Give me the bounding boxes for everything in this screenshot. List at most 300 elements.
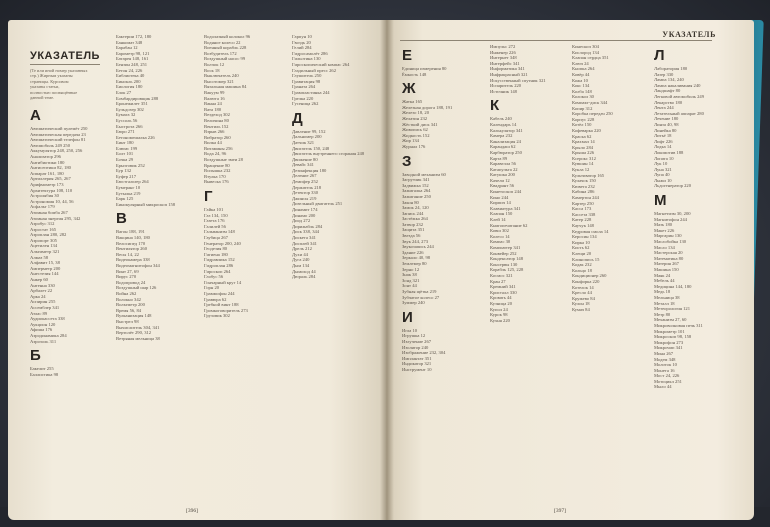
index-entry: Мастерская 20 bbox=[654, 250, 683, 256]
index-entry: Видеокамера 338 bbox=[116, 257, 150, 263]
index-entry: Дезинфекция 180 bbox=[292, 167, 327, 173]
index-entry: Барабан 12 bbox=[116, 45, 138, 51]
index-entry: Компакт-диск 344 bbox=[572, 99, 608, 105]
index-section-letter: Л bbox=[654, 47, 665, 64]
index-entry: Джинсы 219 bbox=[292, 195, 317, 201]
index-entry: Крыло 284 bbox=[572, 144, 594, 150]
index-entry: Инструмент 10 bbox=[402, 366, 432, 372]
index-entry: Граммофон 244 bbox=[204, 290, 235, 296]
index-entry: Закон 80 bbox=[402, 199, 419, 205]
index-entry: Аккумулятор 248, 250, 256 bbox=[30, 148, 83, 154]
index-entry: Громкоговоритель 273 bbox=[204, 307, 248, 313]
index-entry: Автоматический телефон 81 bbox=[30, 137, 86, 143]
index-entry: Канализация 24 bbox=[490, 138, 521, 144]
index-entry: Карандаш 62 bbox=[490, 144, 516, 150]
index-entry: Кирпич 14 bbox=[490, 200, 511, 206]
index-entry: Мыло 44 bbox=[654, 384, 672, 390]
index-entry: Камера 232 bbox=[490, 133, 513, 139]
index-entry: Дым 134 bbox=[292, 262, 310, 268]
index-entry: Бульдозер 302 bbox=[116, 106, 144, 112]
index-entry: Интерфейс 341 bbox=[490, 60, 520, 66]
index-entry: Кружево 84 bbox=[572, 295, 595, 301]
index-entry: Бинокль 200 bbox=[116, 78, 141, 84]
intro-line: данной теме. bbox=[30, 95, 55, 101]
index-entry: Динамит 174 bbox=[292, 207, 318, 213]
index-entry: Конденсатор 148 bbox=[490, 256, 524, 262]
index-entry: Атомная бомба 267 bbox=[30, 209, 68, 215]
index-entry: Инфракрасный 321 bbox=[490, 71, 528, 77]
index-entry: Анализатор 296 bbox=[30, 153, 61, 159]
index-entry: Вездеход 302 bbox=[204, 112, 230, 118]
index-entry: Клинопись 15 bbox=[572, 256, 600, 262]
index-entry: Зуммер 240 bbox=[402, 300, 425, 306]
index-entry: Каучук 148 bbox=[572, 223, 594, 228]
page-number-right: [397] bbox=[554, 508, 566, 514]
index-entry: Бомбардировщик 288 bbox=[116, 95, 159, 101]
index-entry: Диск 338, 344 bbox=[292, 229, 320, 235]
index-entry: Заводной механизм 60 bbox=[402, 171, 446, 177]
index-entry: Лифт 226 bbox=[654, 138, 673, 144]
index-entry: Дискета 341 bbox=[292, 235, 316, 240]
index-entry: Лук 10 bbox=[654, 161, 668, 167]
index-entry: Камертон 244 bbox=[572, 195, 599, 201]
index-entry: Гусеница 262 bbox=[292, 101, 319, 107]
index-entry: Клапан сердца 351 bbox=[572, 55, 609, 61]
index-entry: Водолазный колокол 96 bbox=[204, 34, 251, 39]
index-entry: Лазер 330 bbox=[654, 71, 674, 77]
index-entry: Двигатель 150, 248 bbox=[292, 145, 330, 151]
index-entry: Кузница 20 bbox=[490, 300, 512, 306]
index-column bbox=[116, 34, 196, 341]
index-entry: Микрофон 273 bbox=[654, 339, 684, 345]
index-entry: Гальванизм 148 bbox=[204, 229, 235, 235]
index-entry: Жидкость 152 bbox=[402, 132, 430, 138]
index-entry: Информатика 341 bbox=[490, 66, 525, 72]
index-entry: Кинетоскоп 244 bbox=[490, 189, 522, 195]
index-entry: Кресло 44 bbox=[572, 290, 592, 296]
index-entry: Вычислитель 304, 341 bbox=[116, 324, 160, 330]
index-entry: Алмаз 58 bbox=[30, 254, 49, 260]
index-entry: Гироскопический компас 264 bbox=[292, 61, 350, 67]
index-entry: Магнетизм 30, 200 bbox=[654, 211, 691, 217]
index-entry: Ключ 24 bbox=[572, 60, 589, 66]
index-entry: Антибиотики 180 bbox=[30, 159, 65, 165]
index-entry: Бензин 248, 251 bbox=[116, 61, 148, 67]
index-section-letter: Б bbox=[30, 347, 41, 365]
index-entry: Зажигание 250 bbox=[402, 193, 431, 199]
index-entry: Грампластинка 244 bbox=[292, 89, 330, 95]
index-entry: Гребной винт 188 bbox=[204, 302, 239, 308]
index-entry: Каравелла 56 bbox=[490, 161, 516, 167]
index-entry: Зеркало 40, 98 bbox=[402, 255, 431, 261]
index-entry: Возбудитель 172 bbox=[204, 50, 237, 56]
index-entry: Источник 148 bbox=[490, 88, 517, 94]
index-column bbox=[572, 44, 650, 313]
index-entry: Затвор 232 bbox=[402, 221, 423, 227]
index-entry: Компьютер 341 bbox=[490, 245, 521, 250]
index-entry: Железная дорога 188, 191 bbox=[402, 104, 453, 110]
index-entry: Запись 244 bbox=[402, 210, 424, 216]
index-entry: Высотомер 321 bbox=[204, 78, 234, 84]
index-entry: Арифмометр 173 bbox=[30, 181, 64, 187]
index-column bbox=[490, 44, 570, 323]
index-entry: Ветряная мельница 38 bbox=[116, 335, 160, 341]
index-entry: Аэроплан 280, 282 bbox=[30, 232, 67, 238]
index-entry: Аукцион 120 bbox=[30, 321, 56, 327]
index-entry: Демпфер 252 bbox=[292, 179, 318, 185]
index-entry: Время 56, 84 bbox=[116, 307, 142, 313]
index-entry: Вагон 188, 191 bbox=[116, 229, 145, 235]
index-entry: Ванна 24 bbox=[204, 101, 222, 107]
index-section-letter: Д bbox=[292, 109, 303, 127]
index-entry: Втулка 170 bbox=[204, 173, 226, 179]
index-entry: Дисплей 341 bbox=[292, 240, 317, 246]
index-entry: Ковёр 44 bbox=[572, 71, 590, 77]
index-entry: Дюраль 284 bbox=[292, 274, 316, 280]
index-entry: Геодезия 80 bbox=[204, 246, 228, 252]
index-entry: Механизм 27, 60 bbox=[654, 317, 687, 323]
index-column bbox=[204, 34, 284, 319]
index-entry: Кабель 240 bbox=[490, 116, 512, 122]
index-entry: Жатка 165 bbox=[402, 99, 423, 105]
index-entry: Мельница 38 bbox=[654, 294, 680, 300]
index-entry: Метр 80 bbox=[654, 311, 671, 317]
index-entry: Выключатель 240 bbox=[204, 73, 239, 79]
index-entry: Бур 132 bbox=[116, 168, 132, 174]
index-entry: Бутылка 219 bbox=[116, 190, 141, 196]
index-entry: Атомная энергия 295, 342 bbox=[30, 215, 81, 221]
index-entry: Компас 30 bbox=[490, 239, 511, 245]
index-entry: Кирка 10 bbox=[572, 239, 590, 245]
index-section-letter: З bbox=[402, 152, 412, 170]
index-entry: Кисть 62 bbox=[572, 245, 590, 251]
index-entry: Индикатор 321 bbox=[402, 361, 432, 367]
index-entry: Гравюра 62 bbox=[204, 296, 227, 302]
index-entry: Водопровод 24 bbox=[116, 279, 146, 285]
index-entry: Клей 14 bbox=[490, 217, 506, 223]
index-entry: Грелка 220 bbox=[292, 95, 314, 101]
index-section-letter: К bbox=[490, 97, 500, 115]
index-entry: Автомобиль 249 250 bbox=[30, 142, 70, 148]
index-section-letter: Е bbox=[402, 47, 413, 64]
index-entry: Загрузчик 341 bbox=[402, 177, 430, 183]
index-entry: Газ 134, 150 bbox=[204, 212, 228, 218]
index-entry: Архитектура 108, 110 bbox=[30, 187, 73, 193]
index-entry: Анкер 60 bbox=[30, 277, 48, 283]
index-entry: Вакуум 99 bbox=[204, 89, 225, 95]
index-entry: Бинокулярный микроскоп 158 bbox=[116, 201, 176, 207]
index-entry: Лампа накаливания 240 bbox=[654, 82, 701, 88]
index-entry: Бюстгальтер 264 bbox=[116, 179, 149, 185]
index-column bbox=[292, 34, 376, 280]
index-entry: Артиллерия 265, 267 bbox=[30, 176, 71, 182]
index-entry: Карбюратор 250 bbox=[490, 149, 522, 155]
index-entry: Календарь 14 bbox=[490, 121, 517, 127]
index-entry: Крыша 226 bbox=[572, 150, 595, 156]
index-entry: Калькулятор 341 bbox=[490, 127, 523, 133]
index-entry: Болт 101 bbox=[116, 151, 134, 157]
index-entry: Дрель 212 bbox=[292, 246, 312, 252]
index-entry: Бетон 24, 226 bbox=[116, 67, 143, 73]
index-entry: Крахмал 14 bbox=[572, 139, 595, 145]
index-entry: Волчок 12 bbox=[204, 61, 225, 67]
index-entry: Кислород 134 bbox=[572, 49, 599, 55]
index-entry: Генератор 200, 240 bbox=[204, 240, 241, 246]
index-entry: Кабина 286 bbox=[572, 189, 595, 195]
index-section-letter: И bbox=[402, 308, 413, 326]
index-entry: Вулканизация 148 bbox=[116, 313, 152, 319]
index-entry: Качели 12 bbox=[490, 177, 510, 183]
index-entry: Диод 272 bbox=[292, 218, 311, 224]
index-entry: Математика 80 bbox=[654, 255, 684, 261]
index-entry: Бетономешалка 226 bbox=[116, 134, 155, 140]
index-entry: Линза 40, 98 bbox=[654, 121, 679, 127]
index-entry: Кинескоп 304 bbox=[572, 44, 599, 49]
index-entry: Культиватор 165 bbox=[572, 172, 605, 178]
index-entry: Водяное колесо 22 bbox=[204, 39, 241, 45]
index-entry: Мина 267 bbox=[654, 350, 674, 356]
index-entry: Вилка 44 bbox=[204, 140, 222, 146]
header-rule bbox=[400, 40, 712, 41]
index-entry: Аэродинамика 284 bbox=[30, 332, 67, 338]
index-entry: Бинт 180 bbox=[116, 140, 134, 146]
index-entry: Гелий 284 bbox=[292, 45, 312, 51]
index-entry: Гончарный круг 14 bbox=[204, 279, 242, 285]
index-entry: Касса 173 bbox=[572, 206, 592, 212]
index-entry: Барк 125 bbox=[116, 196, 134, 202]
index-entry: Глобус 56 bbox=[204, 274, 224, 280]
index-entry: Аспирин 255 bbox=[30, 299, 56, 305]
index-entry: Блюмс 199 bbox=[116, 145, 138, 151]
index-entry: Лодка 14 bbox=[654, 144, 672, 150]
index-entry: Мотоцикл 251 bbox=[654, 378, 682, 384]
index-entry: Альтиметр 321 bbox=[30, 249, 60, 255]
index-entry: Граната 264 bbox=[292, 84, 316, 90]
index-entry: Котёл 150 bbox=[572, 122, 592, 128]
index-entry: Зубная щётка 219 bbox=[402, 289, 437, 294]
index-entry: Гильотина 130 bbox=[292, 56, 321, 62]
index-entry: Лупа 40 bbox=[654, 172, 670, 178]
index-entry: Клещи 20 bbox=[572, 250, 592, 256]
index-entry: Зубчатое колесо 27 bbox=[402, 294, 440, 300]
index-entry: Коробка передач 250 bbox=[572, 111, 613, 117]
index-entry: Арка 24 bbox=[30, 293, 46, 299]
index-entry: Буфер 217 bbox=[116, 173, 137, 179]
index-entry: Весы 14, 22 bbox=[116, 251, 139, 257]
intro-line: полностью посвящённые bbox=[30, 89, 78, 95]
index-entry: Жёсткий диск 341 bbox=[402, 121, 438, 127]
index-entry: Гидроплан 286 bbox=[204, 262, 234, 268]
index-entry: Импульс 272 bbox=[490, 44, 516, 49]
index-entry: Звук 244, 273 bbox=[402, 238, 429, 244]
index-entry: Гигиена 180 bbox=[204, 251, 228, 257]
index-entry: Картер 250 bbox=[572, 200, 594, 206]
index-entry: Изображение 232, 304 bbox=[402, 350, 446, 356]
index-entry: Котелок 14 bbox=[572, 284, 594, 290]
index-entry: Материя 267 bbox=[654, 261, 679, 267]
index-entry: Кухня 220 bbox=[490, 317, 510, 323]
index-entry: Литьё 18 bbox=[654, 133, 672, 139]
index-entry: Корабль 125, 228 bbox=[490, 267, 524, 273]
index-entry: Космос 321 bbox=[490, 272, 513, 278]
index-entry: Вата 180 bbox=[204, 106, 222, 112]
index-entry: Легковой автомобиль 249 bbox=[654, 93, 705, 99]
index-entry: Живопись 62 bbox=[402, 127, 428, 133]
index-entry: Вязальная машина 84 bbox=[204, 84, 247, 90]
index-entry: Антенна 330 bbox=[30, 282, 55, 288]
index-entry: Вывеска 176 bbox=[204, 179, 229, 185]
index-entry: Метеорология 121 bbox=[654, 306, 691, 312]
index-entry: Интернет 348 bbox=[490, 55, 517, 61]
index-entry: Детектор 330 bbox=[292, 190, 319, 196]
index-entry: Ассемблер 341 bbox=[30, 305, 60, 310]
index-entry: Модем 348 bbox=[654, 356, 676, 362]
index-entry: Гравитация 98 bbox=[292, 78, 321, 84]
index-entry: Игла 10 bbox=[402, 327, 418, 333]
index-section-letter: Ж bbox=[402, 80, 416, 98]
index-entry: Колесо 14 bbox=[490, 233, 510, 239]
index-column bbox=[654, 44, 734, 390]
index-entry: Льдогенератор 220 bbox=[654, 183, 692, 189]
index-entry: Движение 80 bbox=[292, 156, 318, 162]
index-entry: Клавиатура 341 bbox=[490, 205, 521, 211]
index-entry: Маслобойка 130 bbox=[654, 239, 687, 245]
index-entry: Афиша 176 bbox=[30, 327, 53, 333]
index-entry: Мост 24, 226 bbox=[654, 373, 680, 379]
index-entry: Кокс 134 bbox=[572, 83, 590, 89]
index-entry: Гладильный пресс 262 bbox=[292, 67, 337, 73]
index-entry: Брызговик 252 bbox=[116, 162, 145, 168]
index-entry: Маргарин 130 bbox=[654, 233, 682, 239]
index-entry: Выстрел 98 bbox=[116, 318, 139, 324]
index-entry: Кино 244 bbox=[490, 194, 509, 200]
index-entry: Бумага 32 bbox=[116, 112, 136, 118]
index-entry: Вирус 270 bbox=[116, 274, 137, 280]
index-entry: Ксерокс 312 bbox=[572, 155, 596, 161]
index-entry: Война 262 bbox=[116, 290, 137, 296]
index-entry: Медицина 144, 180 bbox=[654, 283, 692, 289]
index-entry: Держатель 218 bbox=[292, 184, 322, 190]
index-entry: Землемер 80 bbox=[402, 261, 427, 267]
index-entry: Купол 24 bbox=[490, 306, 508, 312]
index-entry: Воздушные змеи 28 bbox=[204, 157, 243, 163]
index-entry: Бронежилет 351 bbox=[116, 101, 148, 107]
index-entry: Кран 27 bbox=[490, 278, 506, 284]
index-entry: Знак 38 bbox=[402, 272, 417, 278]
index-entry: Бочка 29 bbox=[116, 157, 134, 163]
right-page-title: УКАЗАТЕЛЬ bbox=[662, 30, 716, 39]
index-entry: Кулачок 150 bbox=[572, 178, 596, 184]
index-entry: Жир 134 bbox=[402, 138, 419, 144]
index-entry: Дуга 240 bbox=[292, 257, 310, 263]
index-entry: Деление 267 bbox=[292, 173, 317, 179]
index-entry: Медь 18 bbox=[654, 289, 671, 295]
index-entry: Военный корабль 228 bbox=[204, 45, 247, 51]
index-entry: Желатин 232 bbox=[402, 115, 428, 121]
index-entry: Галилей 56 bbox=[204, 223, 226, 229]
index-entry: Арбалет 22 bbox=[30, 288, 53, 294]
index-entry: Бактерии 172, 180 bbox=[116, 34, 152, 39]
index-intro bbox=[30, 68, 100, 100]
index-entry: Кумач 84 bbox=[572, 306, 590, 312]
index-entry: Кедровая смола 14 bbox=[572, 228, 609, 234]
index-entry: Бакелит 255 bbox=[30, 366, 54, 372]
index-entry: Винт 27, 69 bbox=[116, 268, 139, 274]
index-entry: Аэростат 165 bbox=[30, 226, 57, 232]
index-entry: Клапан 150 bbox=[490, 211, 513, 217]
index-entry: Лыжи 10 bbox=[654, 177, 672, 183]
index-entry: Конвейер 252 bbox=[490, 250, 517, 256]
index-entry: Микроволновая печь 311 bbox=[654, 322, 703, 328]
index-entry: Двигатель внутреннего сгорания 248 bbox=[292, 151, 365, 157]
index-entry: Аэробус 312 bbox=[30, 221, 55, 227]
index-entry: Видеомагнитофон 344 bbox=[116, 262, 160, 268]
index-entry: Книгопечатание 62 bbox=[490, 222, 528, 228]
index-entry: Атлас 89 bbox=[30, 310, 48, 316]
index-entry: Анестезия 144 bbox=[30, 271, 59, 277]
index-entry: Датчик 321 bbox=[292, 139, 315, 145]
title-rule bbox=[30, 64, 100, 65]
index-entry: Магнитофон 244 bbox=[654, 216, 687, 222]
index-entry: Ландшафт 80 bbox=[654, 88, 681, 94]
index-entry: Катер 228 bbox=[572, 217, 592, 223]
index-entry: Копир 312 bbox=[572, 105, 593, 111]
index-entry: Валюта 16 bbox=[204, 95, 225, 101]
index-entry: Краска 62 bbox=[572, 133, 592, 139]
index-entry: Гаубица 267 bbox=[204, 235, 228, 240]
index-column bbox=[30, 104, 108, 377]
index-entry: Кондиционер 260 bbox=[572, 273, 607, 279]
index-entry: Вентиль 152 bbox=[204, 123, 229, 129]
index-entry: Микрометр 101 bbox=[654, 328, 685, 334]
right-page bbox=[386, 20, 754, 520]
index-entry: Единица измерения 80 bbox=[402, 66, 447, 71]
index-entry: Автоматическая передача 23 bbox=[30, 131, 86, 137]
index-entry: Волокно 342 bbox=[116, 296, 141, 302]
index-column bbox=[402, 44, 482, 373]
index-entry: Гидравлика 152 bbox=[204, 257, 235, 263]
index-entry: Аэропорт 305 bbox=[30, 237, 57, 243]
index-entry: Величина 80 bbox=[204, 117, 229, 123]
index-entry: Катапульта 22 bbox=[490, 166, 518, 172]
index-entry: Кассета 338 bbox=[572, 211, 596, 217]
index-entry: Кнопка 264 bbox=[572, 66, 595, 72]
index-entry: Воздушный шар 126 bbox=[116, 285, 157, 291]
index-entry: Воздушный насос 99 bbox=[204, 56, 246, 62]
index-entry: Зонт 44 bbox=[402, 283, 417, 289]
index-entry: Инженер 226 bbox=[490, 49, 516, 55]
index-entry: Монета 16 bbox=[654, 367, 675, 373]
open-book bbox=[8, 20, 760, 525]
index-entry: Квадрант 56 bbox=[490, 183, 515, 189]
intro-line: страницы. Курсивом bbox=[30, 78, 69, 84]
index-entry: Карта 89 bbox=[490, 155, 508, 161]
index-entry: Звукозапись 244 bbox=[402, 244, 434, 250]
index-entry: Машина 150 bbox=[654, 267, 679, 272]
index-entry: Зерно 12 bbox=[402, 266, 420, 272]
index-entry: Кофеварка 220 bbox=[572, 127, 601, 133]
index-entry: Лопата 10 bbox=[654, 155, 674, 161]
intro-line: (Те или иной номер указанных bbox=[30, 68, 88, 73]
index-entry: Молоток 10 bbox=[654, 362, 677, 368]
index-entry: Зонд 321 bbox=[402, 277, 420, 283]
index-entry: Масло 134 bbox=[654, 244, 675, 250]
intro-line: стр.) Жирным указаны bbox=[30, 73, 73, 79]
index-entry: Кукла 12 bbox=[572, 167, 590, 173]
index-entry: Кювета 232 bbox=[572, 183, 595, 189]
index-entry: Мазь 180 bbox=[654, 222, 673, 228]
index-entry: Локомотив 188 bbox=[654, 149, 684, 155]
